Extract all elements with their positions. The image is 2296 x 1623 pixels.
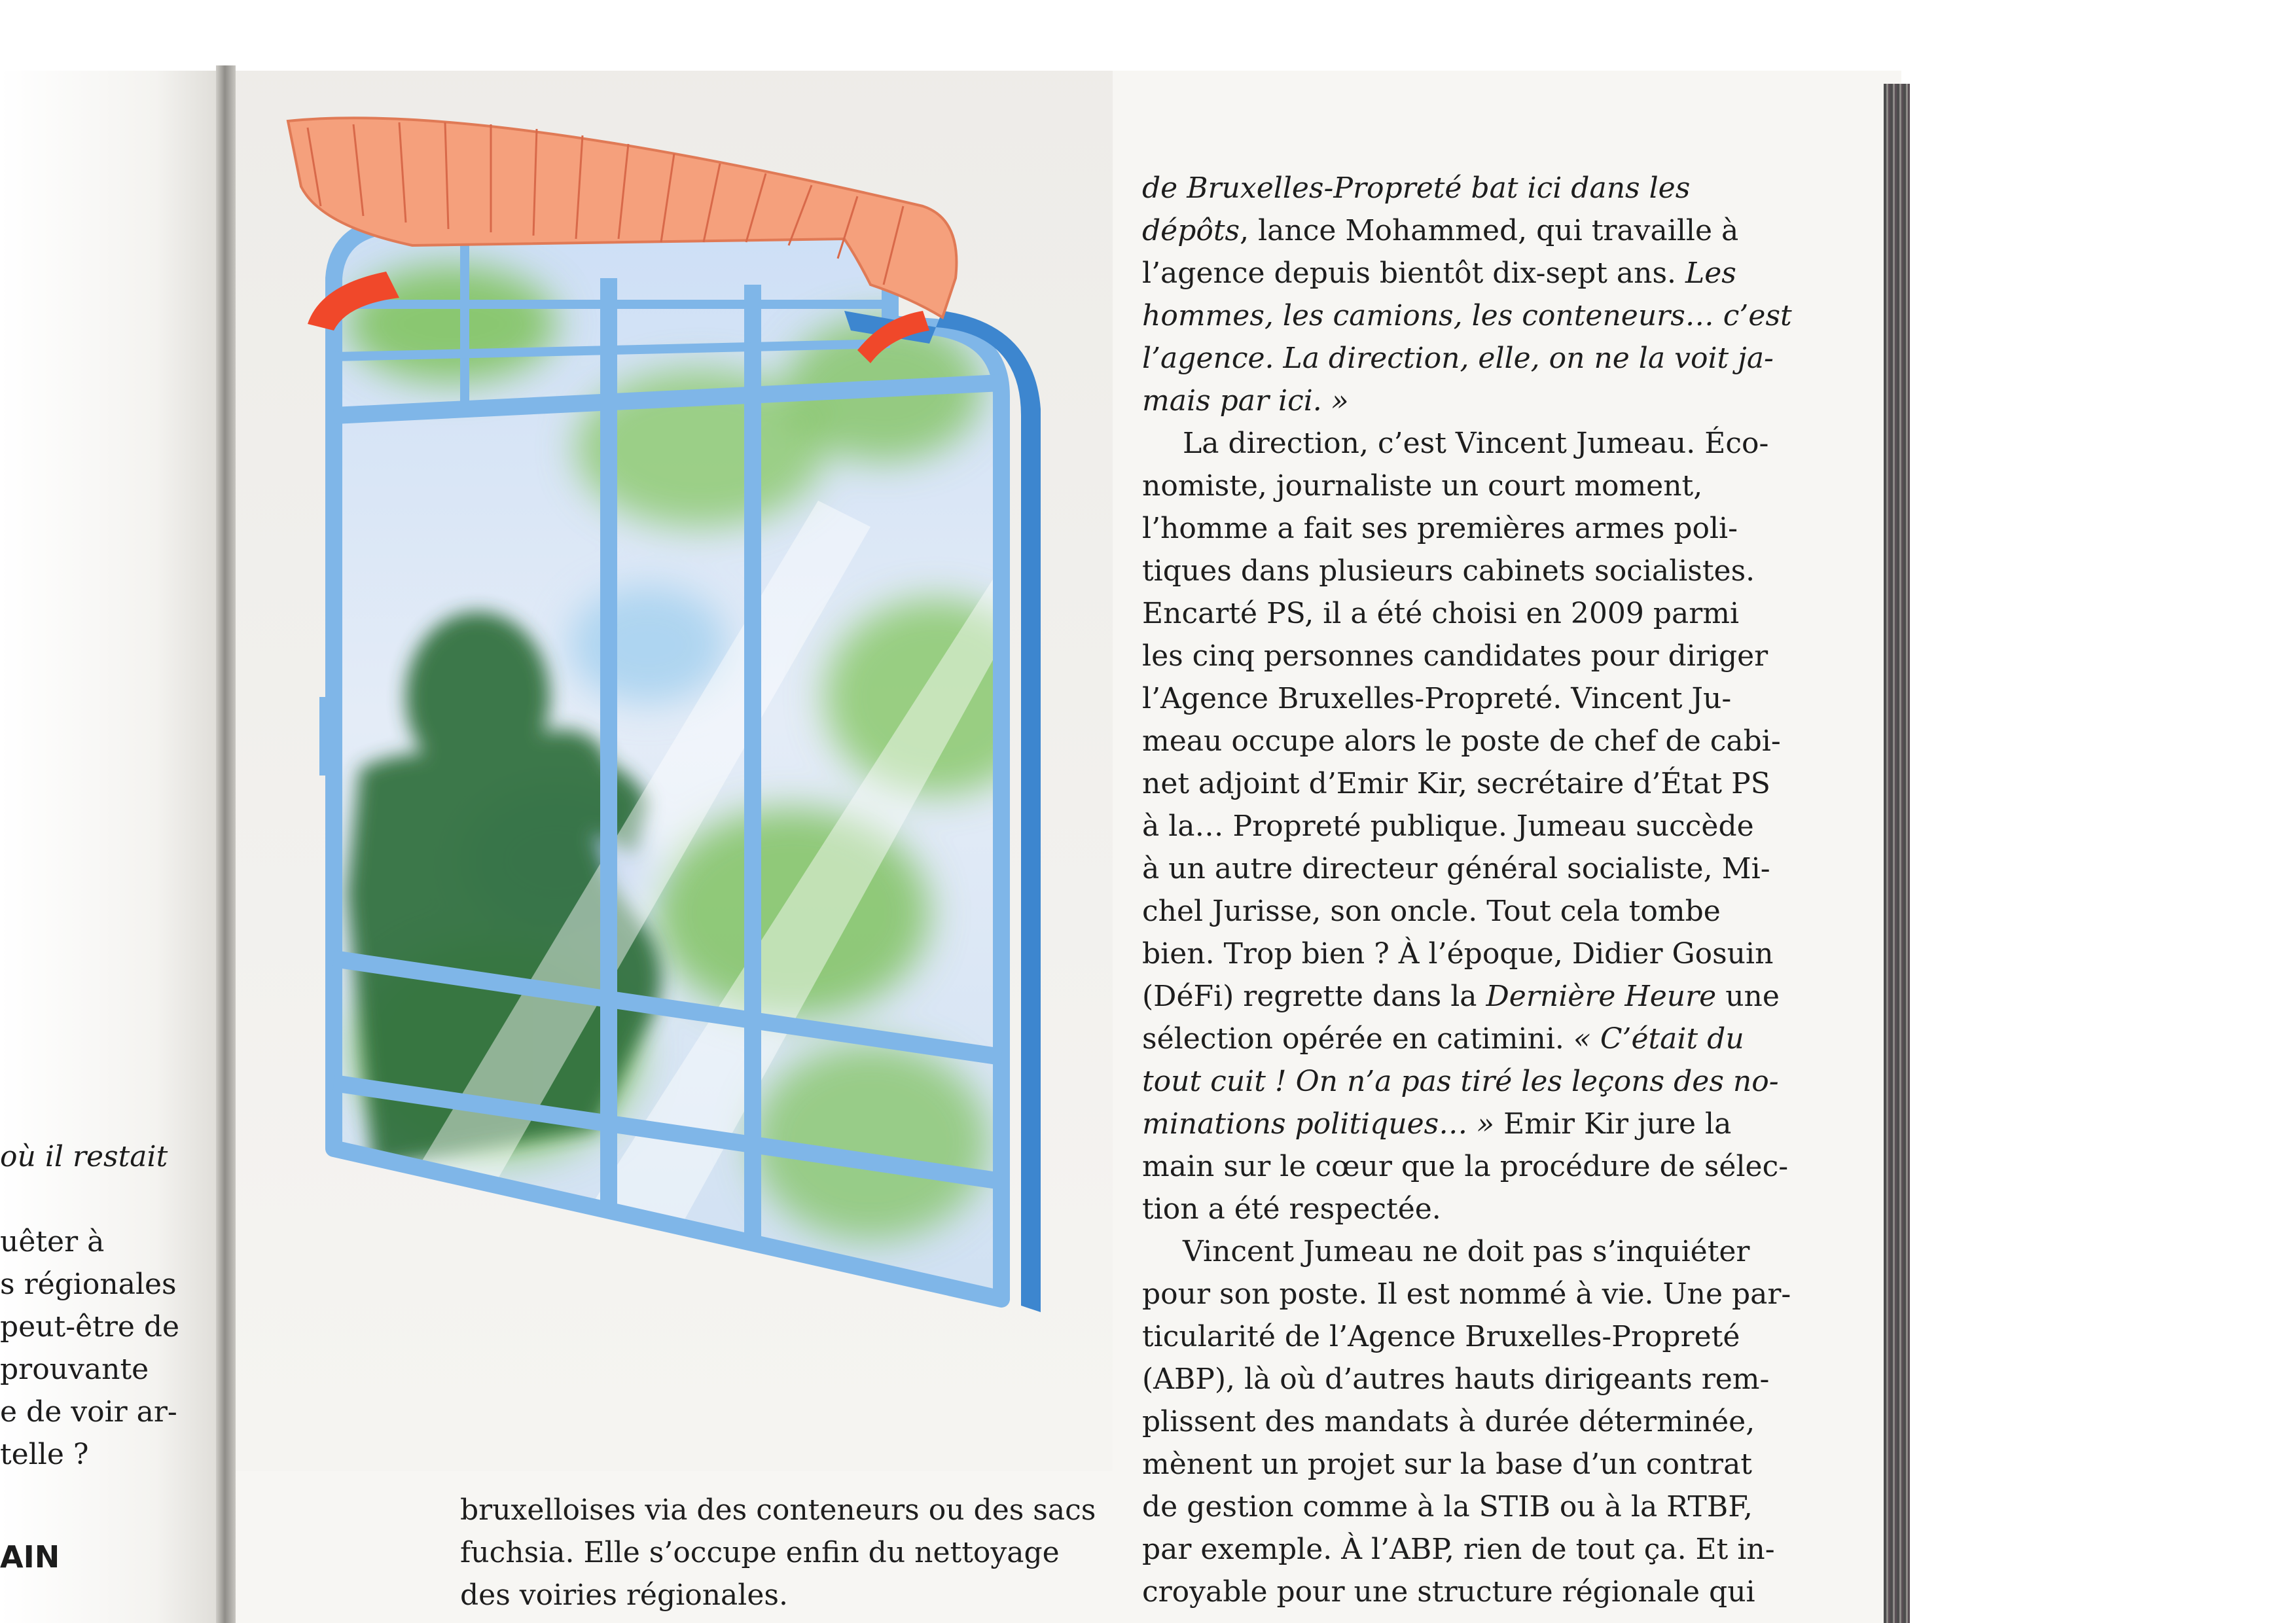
text-line: tion a été respectée. — [1142, 1192, 1441, 1226]
text-line: plissent des mandats à durée déterminée, — [1142, 1405, 1755, 1438]
text-line: Encarté PS, il a été choisi en 2009 parmi — [1142, 597, 1740, 630]
left-page-text — [0, 1135, 216, 1476]
left-line: peut-être de — [0, 1310, 180, 1344]
book-gutter — [216, 65, 236, 1623]
text-line: tiques dans plusieurs cabinets socialistes. — [1142, 554, 1755, 588]
text-line: chel Jurisse, son oncle. Tout cela tombe — [1142, 895, 1721, 928]
text-line: dépôts, lance Mohammed, qui travaille à — [1142, 214, 1739, 247]
text-line: de gestion comme à la STIB ou à la RTBF, — [1142, 1490, 1753, 1524]
text-line: à la… Propreté publique. Jumeau succède — [1142, 810, 1754, 843]
text-line: Vincent Jumeau ne doit pas s’inquiéter — [1183, 1235, 1750, 1268]
left-line: où il restait — [0, 1140, 168, 1173]
text-line: La direction, c’est Vincent Jumeau. Éco- — [1183, 427, 1769, 460]
text-line: sélection opérée en catimini. « C’était du — [1142, 1022, 1744, 1056]
text-line: tout cuit ! On n’a pas tiré les leçons des no- — [1142, 1065, 1779, 1098]
left-page-heading-fragment: AIN — [0, 1539, 60, 1575]
text-line: l’Agence Bruxelles-Propreté. Vincent Ju- — [1142, 682, 1732, 715]
left-line: s régionales — [0, 1268, 177, 1301]
text-line: nomiste, journaliste un court moment, — [1142, 469, 1703, 503]
left-line: uêter à — [0, 1225, 105, 1258]
window-illustration — [281, 108, 1080, 1325]
text-line: net adjoint d’Emir Kir, secrétaire d’État PS — [1142, 767, 1770, 800]
text-line: bien. Trop bien ? À l’époque, Didier Gosuin — [1142, 937, 1774, 971]
paragraph — [1142, 1230, 1803, 1613]
text-line: bruxelloises via des conteneurs ou des sacs — [460, 1493, 1096, 1527]
text-line: pour son poste. Il est nommé à vie. Une par- — [1142, 1277, 1791, 1311]
left-line: e de voir ar- — [0, 1395, 177, 1429]
article-bottom-column — [460, 1489, 1121, 1616]
text-line: de Bruxelles-Propreté bat ici dans les — [1142, 171, 1691, 205]
text-line: hommes, les camions, les conteneurs… c’est — [1142, 299, 1792, 332]
text-line: mènent un projet sur la base d’un contrat — [1142, 1448, 1752, 1481]
text-line: l’homme a fait ses premières armes poli- — [1142, 512, 1738, 545]
article-right-column — [1142, 167, 1803, 1613]
text-line: minations politiques… » Emir Kir jure la — [1142, 1107, 1732, 1141]
text-line: l’agence depuis bientôt dix-sept ans. Les — [1142, 257, 1736, 290]
text-line: (ABP), là où d’autres hauts dirigeants rem- — [1142, 1363, 1770, 1396]
text-line: les cinq personnes candidates pour diriger — [1142, 639, 1768, 673]
text-line: l’agence. La direction, elle, on ne la voit ja- — [1142, 342, 1774, 375]
left-line — [0, 1178, 216, 1221]
text-line: croyable pour une structure régionale qui — [1142, 1575, 1755, 1609]
text-line: meau occupe alors le poste de chef de cabi- — [1142, 724, 1781, 758]
left-line: prouvante — [0, 1353, 149, 1386]
paragraph — [1142, 167, 1803, 422]
paragraph — [1142, 422, 1803, 1230]
text-line: fuchsia. Elle s’occupe enfin du nettoyage — [460, 1536, 1060, 1569]
text-line: des voiries régionales. — [460, 1578, 788, 1612]
text-line: à un autre directeur général socialiste, Mi- — [1142, 852, 1770, 885]
text-line: mais par ici. » — [1142, 384, 1349, 418]
text-line: ticularité de l’Agence Bruxelles-Propreté — [1142, 1320, 1740, 1353]
page-stack-edge — [1884, 84, 1910, 1623]
text-line: par exemple. À l’ABP, rien de tout ça. Et in- — [1142, 1533, 1775, 1566]
text-line: (DéFi) regrette dans la Dernière Heure une — [1142, 980, 1780, 1013]
text-line: main sur le cœur que la procédure de sélec- — [1142, 1150, 1789, 1183]
left-line: telle ? — [0, 1438, 89, 1471]
